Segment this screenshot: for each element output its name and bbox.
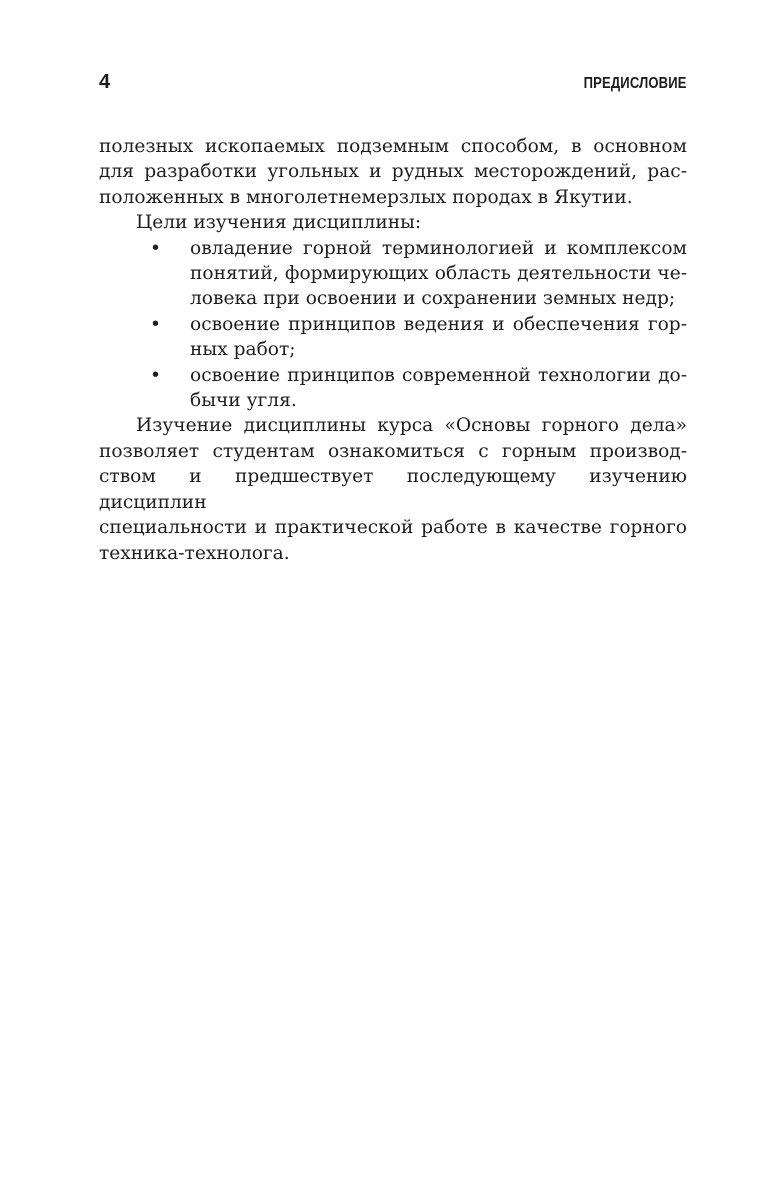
text-line: понятий, формирующих область деятельности че- <box>190 263 687 285</box>
bullet-text <box>190 363 687 414</box>
text-line: Изучение дисциплины курса «Основы горного дела» <box>136 415 687 437</box>
page-number: 4 <box>99 71 111 93</box>
bullet-marker: • <box>150 237 161 259</box>
page-header <box>99 71 687 94</box>
bullet-text <box>190 312 687 363</box>
text-line: техника-технолога. <box>99 542 290 564</box>
text-line: освоение принципов ведения и обеспечения гор- <box>190 313 687 335</box>
bullet-marker: • <box>150 313 161 335</box>
paragraph <box>99 210 687 235</box>
bullet-marker: • <box>150 364 161 386</box>
paragraph <box>99 413 687 565</box>
bullet-item <box>99 363 687 414</box>
bullet-text <box>190 236 687 312</box>
text-line: освоение принципов современной технологии до- <box>190 364 687 386</box>
text-line: Цели изучения дисциплины: <box>136 212 422 234</box>
bullet-item <box>99 236 687 312</box>
text-line: бычи угля. <box>190 390 297 412</box>
text-line: ных работ; <box>190 339 296 361</box>
text-line: ством и предшествует последующему изучению дисциплин <box>99 466 687 513</box>
paragraph <box>99 134 687 210</box>
text-line: специальности и практической работе в качестве горного <box>99 517 687 539</box>
text-line: полезных ископаемых подземным способом, в основном <box>99 136 687 157</box>
body-text <box>99 134 687 566</box>
running-head: ПРЕДИСЛОВИЕ <box>583 75 687 92</box>
text-line: позволяет студентам ознакомиться с горным производ- <box>99 440 687 462</box>
bullet-item <box>99 312 687 363</box>
text-line: ловека при освоении и сохранении земных недр; <box>190 288 676 310</box>
text-line: для разработки угольных и рудных месторождений, рас- <box>99 161 687 183</box>
text-line: овладение горной терминологией и комплексом <box>190 237 687 259</box>
text-line: положенных в многолетнемерзлых породах в Якутии. <box>99 186 633 208</box>
